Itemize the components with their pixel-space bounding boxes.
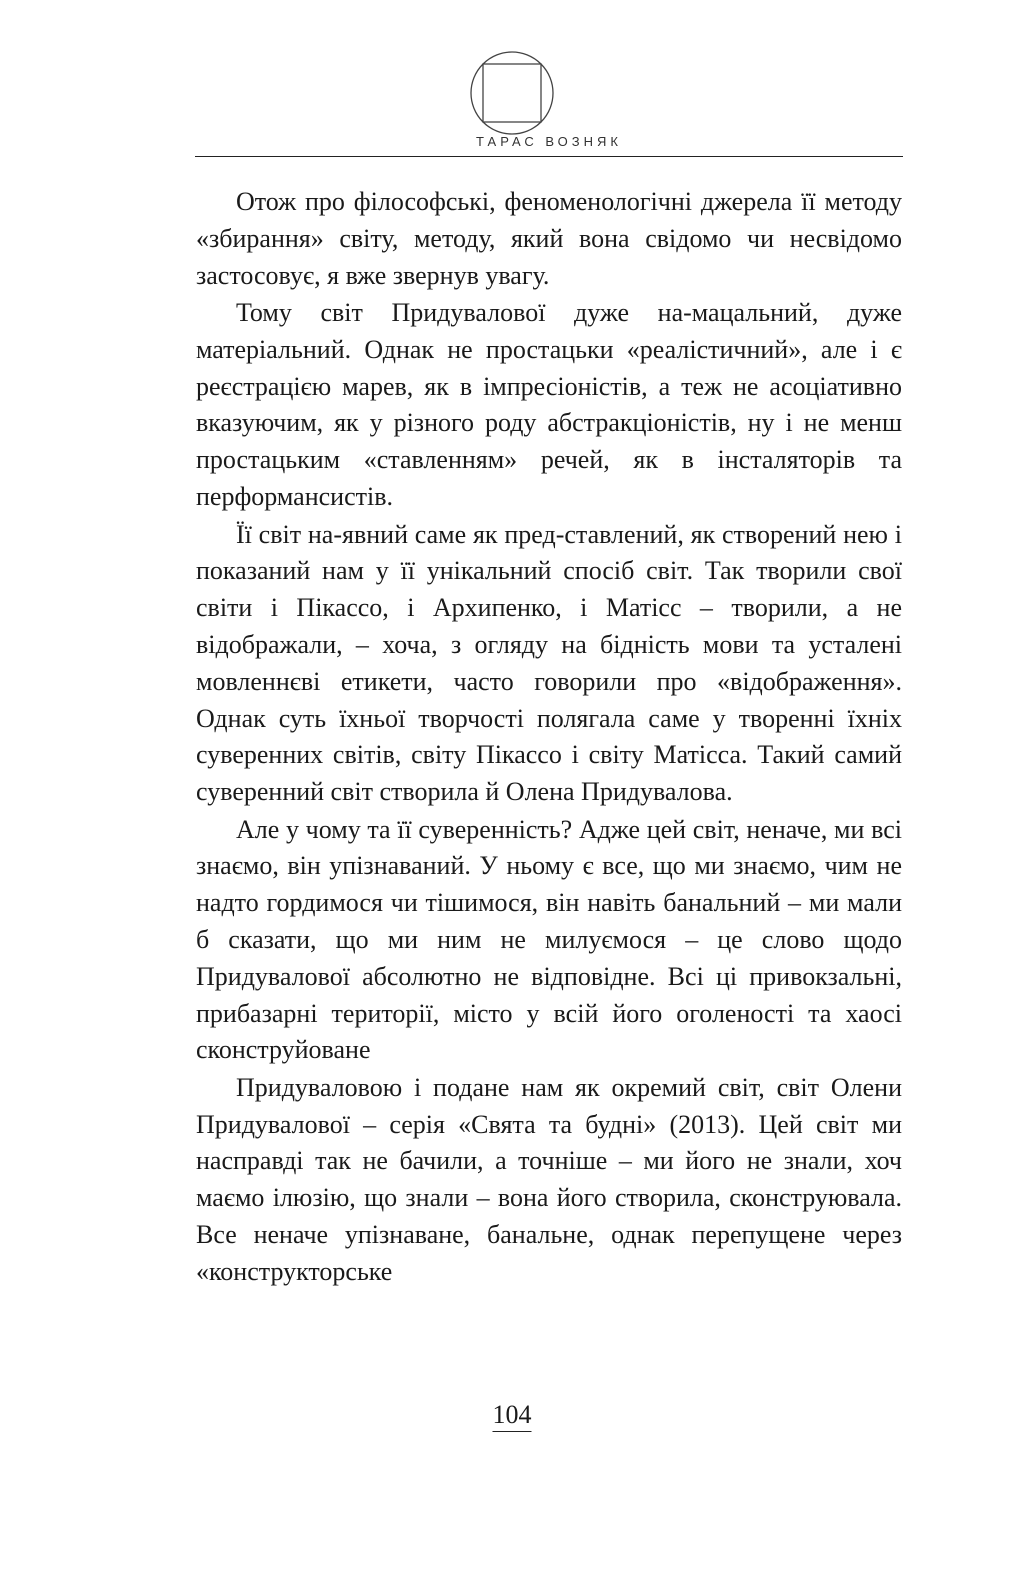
page-number: 104 [493, 1400, 532, 1432]
paragraph: Придуваловою і подане нам як окремий світ, світ Олени Придувалової – серія «Свята та будні» (2013). Цей світ ми насправді так не бачили, а точніше – ми його не знали, хоч маємо ілюзію, що знали – вона його створила, сконструювала. Все неначе упізнаване, банальне, однак перепущене через «конструкторське [196, 1072, 902, 1286]
paragraph: Отож про філософські, феноменологічні джерела її методу «збирання» світу, методу, який вона свідомо чи несвідомо застосовує, я вже звернув увагу. [196, 187, 902, 290]
paragraph: Її світ на-явний саме як пред-ставлений, як створений нею і показаний нам у її унікальний спосіб світ. Так творили свої світи і Пікассо, і Архипенко, і Матісс – творили, а не відображали, – хоча, з огляду на бідність мови та усталені мовленнєві етикети, часто говорили про «відображення». Однак суть їхньої творчості полягала саме у творенні їхніх суверенних світів, світу Пікассо і світу Матісса. Такий самий суверенний світ створила й Олена Придувалова. [196, 519, 902, 807]
running-head-author: ТАРАС ВОЗНЯК [476, 134, 622, 149]
body-text [196, 184, 902, 1291]
header-rule [195, 156, 903, 157]
circle-square-emblem-icon [467, 48, 557, 138]
paragraph: Тому світ Придувалової дуже на-мацальний, дуже матеріальний. Однак не простацьки «реалістичний», але і є реєстрацією марев, як в імпресіоністів, а теж не асоціативно вказуючим, як у різного роду абстракціоністів, ну і не менш простацьким «ставленням» речей, як в інсталяторів та перформансистів. [196, 298, 902, 512]
paragraph: Але у чому та її суверенність? Адже цей світ, неначе, ми всі знаємо, він упізнаваний. У ньому є все, що ми знаємо, чим не надто гордимося чи тішимося, він навіть банальний – ми мали б сказати, що ми ним не милуємося – це слово щодо Придувалової абсолютно не відповідне. Всі ці привокзальні, прибазарні території, місто у всій його оголеності та хаосі сконструйоване [196, 814, 902, 1065]
